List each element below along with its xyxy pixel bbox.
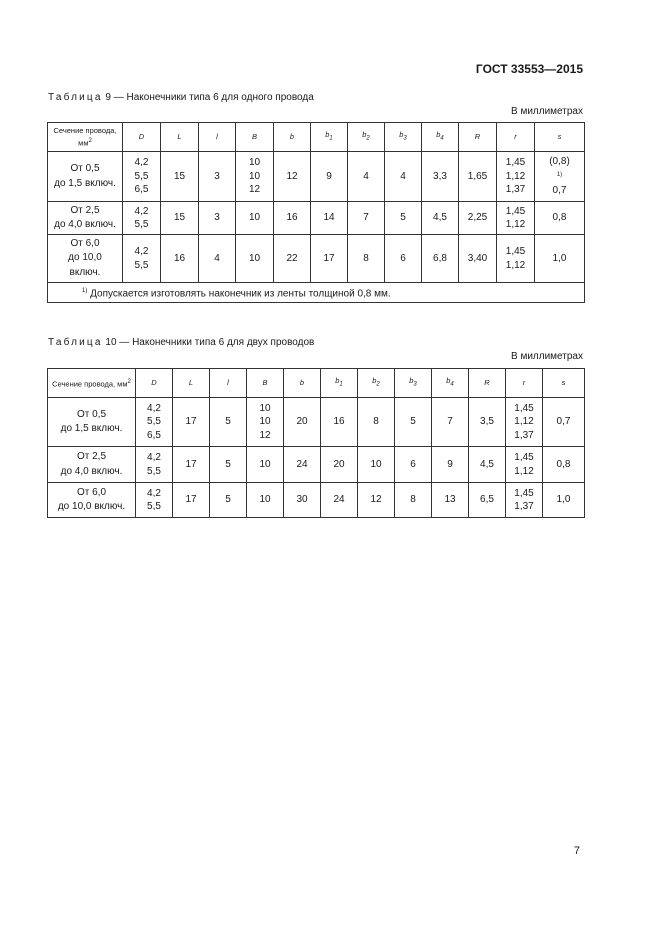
cell-line: 6,5	[147, 429, 161, 441]
cell-line: 10	[248, 157, 261, 169]
cell-line: 5,5	[134, 170, 149, 182]
footnote-ref: 1)	[556, 171, 563, 178]
cell-line: 1,45	[514, 402, 534, 414]
section-line: включ.	[69, 266, 101, 278]
col-header	[469, 369, 506, 398]
cell-line: 10	[248, 212, 261, 224]
cell-L: 16	[161, 235, 199, 283]
col-header-sub: 3	[403, 135, 407, 142]
footnote-mark: 1)	[82, 287, 88, 294]
cell-b1: 9	[311, 152, 348, 202]
col-header-base: b	[325, 130, 330, 140]
col-header-sub: 4	[440, 135, 444, 142]
cell-D	[136, 447, 173, 483]
cell-section	[48, 398, 136, 447]
cell-line: 12	[248, 184, 261, 196]
footnote-row	[48, 283, 585, 303]
cell-b3: 6	[385, 235, 422, 283]
cell-line: 1,12	[505, 259, 526, 271]
cell-R: 6,5	[469, 483, 506, 518]
section-line: до 1,5 включ.	[54, 177, 116, 189]
col-header-section	[48, 123, 123, 152]
cell-R: 2,25	[459, 202, 497, 235]
cell-b1: 24	[321, 483, 358, 518]
table9-units: В миллиметрах	[511, 106, 583, 117]
table10-caption-word: Таблица	[48, 337, 103, 348]
cell-b1: 14	[311, 202, 348, 235]
table9-caption-word: Таблица	[48, 92, 103, 103]
section-line: От 0,5	[76, 408, 107, 420]
cell-b: 20	[284, 398, 321, 447]
cell-line: 5,5	[147, 465, 161, 477]
cell-r	[506, 483, 543, 518]
cell-b4: 3,3	[422, 152, 459, 202]
cell-line: 10	[259, 458, 271, 470]
cell-r	[497, 235, 535, 283]
cell-line: 10	[259, 494, 271, 506]
cell-line: 4,2	[147, 402, 161, 414]
col-header-base: l	[216, 132, 218, 141]
header-row	[48, 369, 585, 398]
section-line: до 4,0 включ.	[60, 465, 123, 477]
col-header-base: b	[289, 132, 295, 141]
cell-line: 4,2	[134, 157, 149, 169]
col-header-section-sup: 2	[127, 378, 131, 385]
section-line: От 6,0	[76, 486, 107, 498]
cell-line: 1,45	[514, 452, 534, 463]
cell-D	[136, 398, 173, 447]
cell-b3: 5	[385, 202, 422, 235]
cell-section	[48, 483, 136, 518]
cell-D	[123, 235, 161, 283]
cell-l: 4	[199, 235, 236, 283]
section-line: От 2,5	[76, 451, 107, 462]
cell-L: 15	[161, 152, 199, 202]
cell-b1: 20	[321, 447, 358, 483]
col-header-base: b	[335, 376, 340, 386]
table10-units: В миллиметрах	[511, 351, 583, 362]
table-row	[48, 398, 585, 447]
cell-l: 5	[210, 483, 247, 518]
col-header-sub: 4	[450, 381, 454, 388]
cell-section	[48, 235, 123, 283]
col-header	[459, 123, 497, 152]
cell-r	[497, 202, 535, 235]
cell-line: 1,45	[505, 157, 526, 169]
cell-line: 1,12	[514, 416, 534, 428]
cell-line: 0,8	[556, 458, 571, 470]
col-header	[161, 123, 199, 152]
col-header	[173, 369, 210, 398]
table10-caption	[48, 337, 314, 348]
cell-line: 4,2	[147, 487, 161, 499]
col-header	[247, 369, 284, 398]
col-header	[236, 123, 274, 152]
cell-line: 5,5	[147, 416, 161, 428]
cell-L: 17	[173, 483, 210, 518]
col-header-section	[48, 369, 136, 398]
cell-l: 3	[199, 152, 236, 202]
section-line: до 10,0	[68, 252, 102, 264]
cell-b3: 5	[395, 398, 432, 447]
col-header-sub: 1	[329, 135, 333, 142]
col-header	[348, 123, 385, 152]
document-code: ГОСТ 33553—2015	[475, 62, 583, 76]
cell-s	[535, 202, 585, 235]
cell-B	[247, 483, 284, 518]
table9	[47, 122, 585, 303]
table10	[47, 368, 585, 518]
cell-s	[535, 235, 585, 283]
cell-line-with-note	[535, 155, 584, 184]
col-header-base: B	[251, 132, 257, 141]
table10-caption-text: 10 — Наконечники типа 6 для двух проводов	[105, 337, 315, 348]
cell-l: 5	[210, 447, 247, 483]
table-row	[48, 235, 585, 283]
cell-D	[136, 483, 173, 518]
col-header-base: R	[484, 378, 490, 387]
cell-B	[236, 235, 274, 283]
col-header-base: B	[262, 378, 268, 387]
cell-B	[247, 398, 284, 447]
col-header	[422, 123, 459, 152]
cell-B	[247, 447, 284, 483]
cell-b4: 9	[432, 447, 469, 483]
cell-D	[123, 202, 161, 235]
cell-b: 12	[274, 152, 311, 202]
col-header	[395, 369, 432, 398]
cell-line: 4,2	[134, 246, 149, 257]
cell-line: 1,45	[505, 205, 526, 217]
col-header	[358, 369, 395, 398]
col-header	[274, 123, 311, 152]
cell-b4: 13	[432, 483, 469, 518]
cell-L: 17	[173, 398, 210, 447]
cell-b2: 12	[358, 483, 395, 518]
cell-r	[497, 152, 535, 202]
cell-b: 24	[284, 447, 321, 483]
cell-B	[236, 202, 274, 235]
col-header-base: L	[188, 378, 194, 387]
table-row	[48, 483, 585, 518]
cell-l: 5	[210, 398, 247, 447]
col-header	[506, 369, 543, 398]
cell-b4: 4,5	[422, 202, 459, 235]
cell-B	[236, 152, 274, 202]
cell-section	[48, 152, 123, 202]
col-header-base: D	[151, 378, 157, 387]
cell-b: 16	[274, 202, 311, 235]
cell-r	[506, 447, 543, 483]
cell-R: 1,65	[459, 152, 497, 202]
col-header-base: l	[227, 378, 229, 387]
cell-b3: 4	[385, 152, 422, 202]
col-header	[136, 369, 173, 398]
col-header-base: b	[299, 378, 305, 387]
cell-line: 12	[259, 429, 271, 441]
header-row	[48, 123, 585, 152]
cell-b3: 6	[395, 447, 432, 483]
cell-b4: 7	[432, 398, 469, 447]
col-header-section-text: Сечение провода, мм	[53, 125, 117, 148]
cell-R: 4,5	[469, 447, 506, 483]
col-header-base: b	[372, 376, 377, 386]
cell-R: 3,5	[469, 398, 506, 447]
cell-section	[48, 202, 123, 235]
cell-line: 1,12	[505, 219, 526, 230]
cell-b2: 10	[358, 447, 395, 483]
cell-b4: 6,8	[422, 235, 459, 283]
cell-line: 5,5	[147, 501, 161, 512]
cell-line: (0,8)	[549, 156, 570, 168]
col-header-sub: 2	[366, 135, 370, 142]
cell-R: 3,40	[459, 235, 497, 283]
col-header	[497, 123, 535, 152]
cell-line: 0,7	[556, 416, 571, 428]
col-header-base: b	[446, 376, 451, 386]
col-header	[123, 123, 161, 152]
cell-line: 4,2	[134, 205, 149, 217]
col-header	[321, 369, 358, 398]
cell-line: 10	[259, 402, 271, 414]
section-line: до 1,5 включ.	[60, 423, 123, 434]
cell-line: 1,37	[514, 429, 534, 441]
cell-b2: 7	[348, 202, 385, 235]
footnote-text: Допускается изготовлять наконечник из ленты толщиной 0,8 мм.	[90, 287, 391, 299]
col-header	[385, 123, 422, 152]
col-header-base: r	[522, 378, 526, 387]
page-number: 7	[573, 845, 580, 857]
cell-line: 10	[248, 252, 261, 264]
col-header-base: b	[436, 130, 441, 140]
cell-b1: 17	[311, 235, 348, 283]
col-header-section-sup: 2	[88, 137, 92, 144]
cell-line: 1,45	[514, 487, 534, 499]
cell-line: 0,8	[552, 212, 567, 224]
table9-caption-text: 9 — Наконечники типа 6 для одного провода	[105, 92, 314, 103]
col-header-base: s	[561, 378, 566, 387]
cell-line: 1,12	[505, 170, 526, 182]
cell-l: 3	[199, 202, 236, 235]
col-header	[311, 123, 348, 152]
col-header	[210, 369, 247, 398]
cell-line: 5,5	[134, 219, 149, 230]
col-header-base: s	[557, 132, 562, 141]
cell-b2: 8	[348, 235, 385, 283]
cell-line: 5,5	[134, 259, 149, 271]
cell-line: 0,7	[552, 185, 567, 197]
col-header-base: L	[177, 132, 182, 141]
cell-L: 15	[161, 202, 199, 235]
col-header-base: r	[514, 132, 517, 141]
cell-s	[543, 483, 585, 518]
cell-b2: 4	[348, 152, 385, 202]
cell-line: 10	[248, 170, 261, 182]
cell-line: 1,37	[505, 184, 526, 196]
cell-D	[123, 152, 161, 202]
cell-b2: 8	[358, 398, 395, 447]
cell-b1: 16	[321, 398, 358, 447]
col-header	[199, 123, 236, 152]
cell-line: 1,0	[552, 252, 567, 264]
cell-line: 1,37	[514, 501, 534, 512]
cell-r	[506, 398, 543, 447]
cell-b: 30	[284, 483, 321, 518]
cell-b3: 8	[395, 483, 432, 518]
col-header-base: b	[409, 376, 414, 386]
cell-line: 6,5	[134, 184, 149, 196]
col-header-base: b	[399, 130, 404, 140]
col-header-sub: 2	[376, 381, 380, 388]
col-header-base: D	[138, 132, 145, 141]
cell-L: 17	[173, 447, 210, 483]
section-line: до 4,0 включ.	[54, 219, 116, 230]
cell-line: 1,12	[514, 465, 534, 477]
col-header	[432, 369, 469, 398]
cell-s	[535, 152, 585, 202]
footnote-cell	[48, 283, 585, 303]
cell-s	[543, 447, 585, 483]
col-header-sub: 1	[339, 381, 343, 388]
table9-caption	[48, 92, 314, 103]
section-line: От 2,5	[70, 204, 100, 216]
col-header	[284, 369, 321, 398]
col-header-base: b	[362, 130, 367, 140]
cell-s	[543, 398, 585, 447]
col-header	[535, 123, 585, 152]
cell-line: 1,0	[556, 494, 571, 506]
col-header-section-text: Сечение провода, мм	[52, 379, 128, 389]
section-line: до 10,0 включ.	[57, 501, 126, 512]
section-line: От 6,0	[70, 237, 100, 249]
cell-section	[48, 447, 136, 483]
cell-line: 10	[259, 416, 271, 428]
table-row	[48, 152, 585, 202]
section-line: От 0,5	[70, 163, 100, 174]
cell-line: 4,2	[147, 452, 161, 463]
col-header	[543, 369, 585, 398]
cell-b: 22	[274, 235, 311, 283]
table-row	[48, 447, 585, 483]
col-header-base: R	[474, 132, 481, 141]
table-row	[48, 202, 585, 235]
cell-line: 1,45	[505, 246, 526, 257]
col-header-sub: 3	[413, 381, 417, 388]
